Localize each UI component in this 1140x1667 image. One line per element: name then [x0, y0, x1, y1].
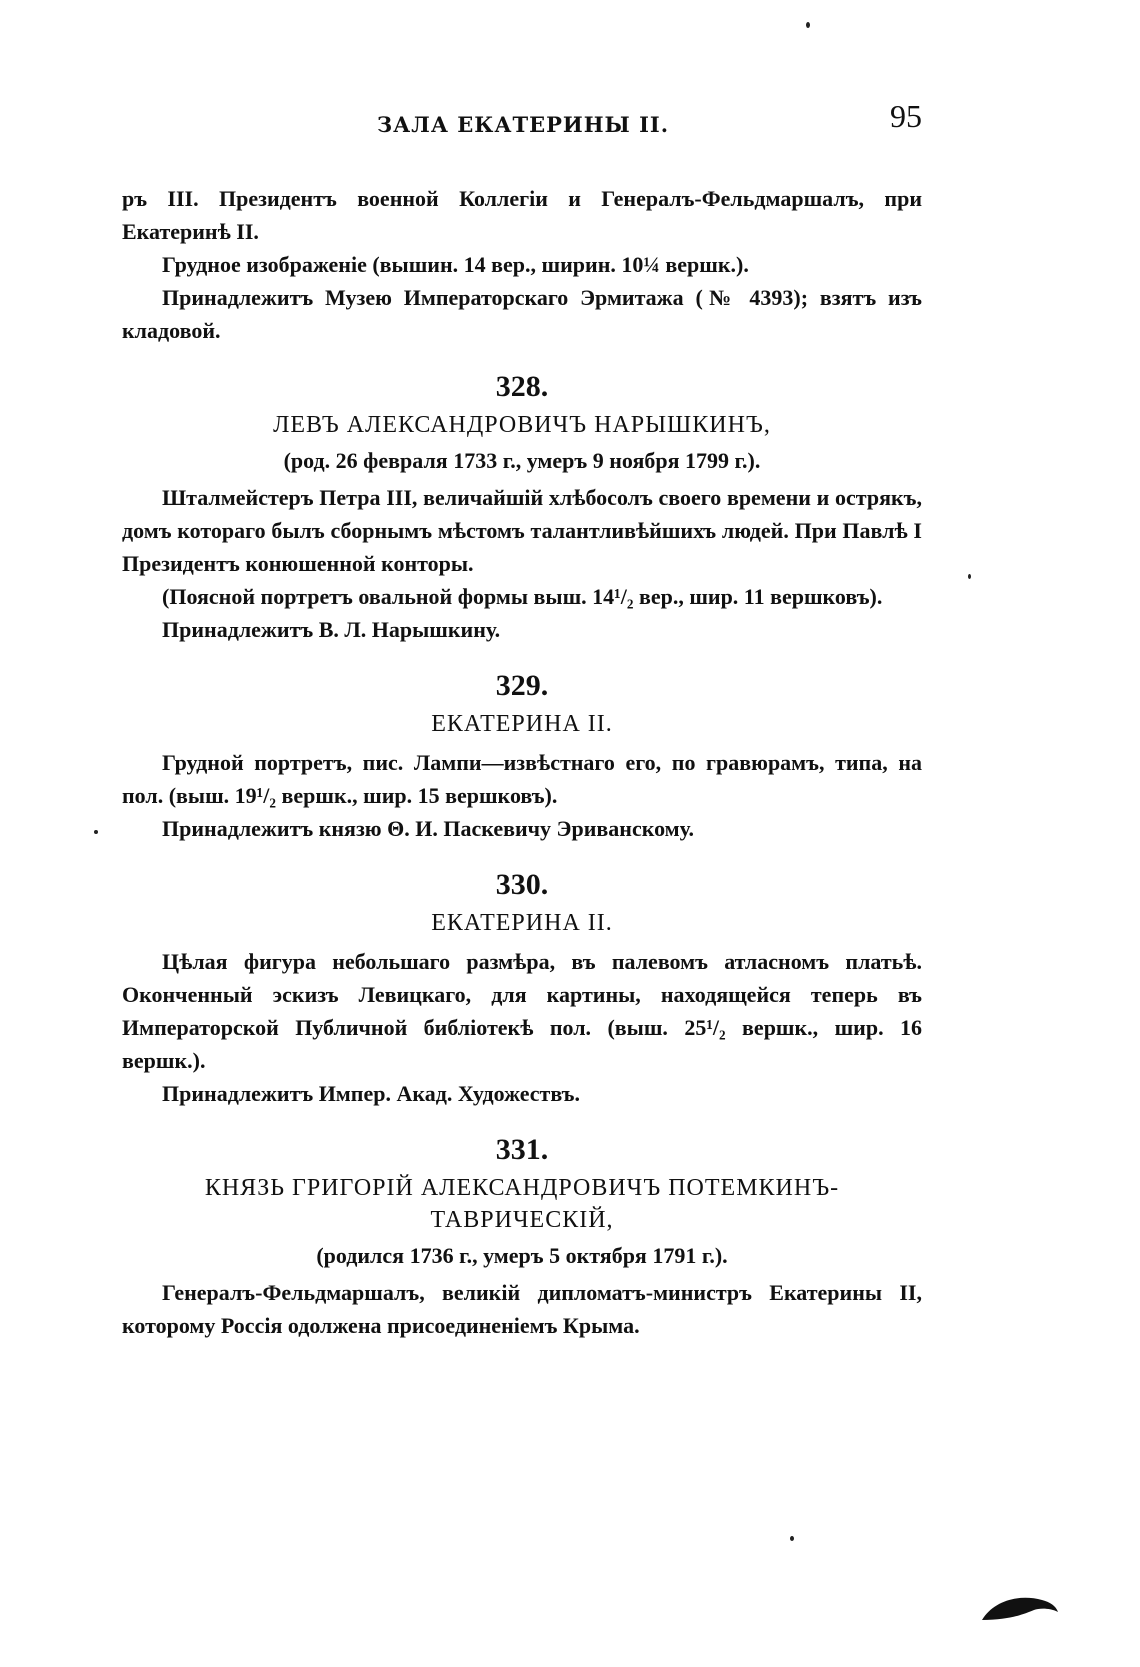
scan-speck — [806, 22, 810, 28]
entry-dates: (родился 1736 г., умеръ 5 октября 1791 г.). — [316, 1243, 728, 1268]
book-page — [122, 92, 922, 1342]
entry-name: ЕКАТЕРИНА II. — [431, 910, 613, 936]
scan-speck — [790, 1536, 794, 1541]
entry-number: 331. — [495, 1133, 549, 1166]
entry-dates: (род. 26 февраля 1733 г., умеръ 9 ноября 1799 г.). — [283, 448, 761, 473]
running-title: ЗАЛА ЕКАТЕРИНЫ II. — [377, 112, 670, 137]
entry-owner: Принадлежитъ князю Θ. И. Паскевичу Эриванскому. — [162, 816, 694, 841]
entry-portrait: (Поясной портретъ овальной формы выш. 14¹/₂ вер., шир. 11 вершковъ). — [162, 584, 883, 609]
catalog-entry-331 — [122, 1132, 922, 1342]
page-body — [122, 182, 922, 1342]
entry-name: ЕКАТЕРИНА II. — [431, 711, 613, 737]
running-head — [122, 92, 922, 137]
page-number: 95 — [890, 98, 922, 134]
catalog-entry-330 — [122, 867, 922, 1110]
entry-number: 329. — [495, 669, 549, 702]
entry-description: Цѣлая фигура небольшаго размѣра, въ палевомъ атласномъ платьѣ. Оконченный эскизъ Левицкаго, для картины, находящейся теперь въ Императорской Публичной библіотекѣ пол. (выш. 25¹/₂ вершк., шир. 16 вершк.). — [122, 949, 922, 1073]
entry-owner: Принадлежитъ Импер. Акад. Художествъ. — [162, 1081, 580, 1106]
catalog-entry-328 — [122, 369, 922, 646]
continuation-text: ръ III. Президентъ военной Коллегіи и Генералъ-Фельдмаршалъ, при Екатеринѣ II. — [122, 186, 922, 244]
entry-number: 330. — [495, 868, 549, 901]
entry-owner: Принадлежитъ В. Л. Нарышкину. — [162, 617, 501, 642]
entry-description: Шталмейстеръ Петра III, величайшій хлѣбосолъ своего времени и острякъ, домъ котораго былъ сборнымъ мѣстомъ талантливѣйшихъ людей. При Павлѣ I Президентъ конюшенной конторы. — [122, 485, 922, 576]
scan-speck — [968, 574, 971, 579]
scan-speck — [94, 830, 98, 834]
continuation-portrait: Грудное изображеніе (вышин. 14 вер., ширин. 10¼ вершк.). — [162, 252, 749, 277]
continuation-owner: Принадлежитъ Музею Императорскаго Эрмитажа (№ 4393); взятъ изъ кладовой. — [122, 285, 922, 343]
printer-ornament-icon — [980, 1590, 1060, 1626]
catalog-entry-329 — [122, 668, 922, 845]
entry-number: 328. — [495, 370, 549, 403]
entry-description: Генералъ-Фельдмаршалъ, великій дипломатъ-министръ Екатерины II, которому Россія одолжена присоединеніемъ Крыма. — [122, 1280, 922, 1338]
entry-name: КНЯЗЬ ГРИГОРІЙ АЛЕКСАНДРОВИЧЪ ПОТЕМКИНЪ-ТАВРИЧЕСКІЙ, — [204, 1175, 840, 1233]
entry-name: ЛЕВЪ АЛЕКСАНДРОВИЧЪ НАРЫШКИНЪ, — [273, 412, 771, 438]
entry-description: Грудной портретъ, пис. Лампи—извѣстнаго его, по гравюрамъ, типа, на пол. (выш. 19¹/₂ вершк., шир. 15 вершковъ). — [122, 750, 922, 808]
